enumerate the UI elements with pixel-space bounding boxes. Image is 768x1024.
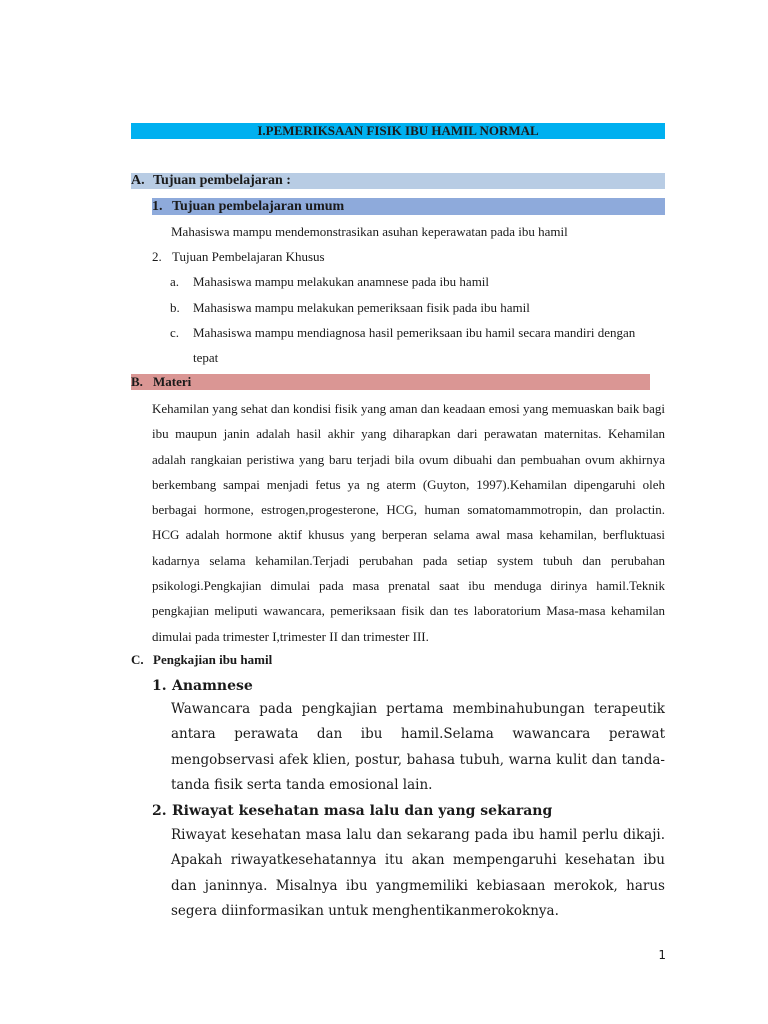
section-b-title: Materi	[153, 374, 192, 389]
section-a-item2-title: Tujuan Pembelajaran Khusus	[172, 249, 325, 264]
section-a-marker: A.	[131, 173, 145, 188]
section-a-heading	[131, 173, 665, 189]
subitem-b-marker: b.	[170, 300, 180, 315]
subitem-a-marker: a.	[170, 274, 180, 289]
section-a-item2-marker: 2.	[152, 249, 162, 264]
section-b-paragraph: Kehamilan yang sehat dan kondisi fisik yang aman dan keadaan emosi yang memuaskan baik bagi ibu maupun janin adalah hasil akhir yang diharapkan dari perawatan maternitas. Kehamilan adalah rangkaian peristiwa yang baru terjadi bila ovum dibuahi dan pembuahan ovum akhirnya berkembang sampai menjadi fetus ya ng aterm (Guyton, 1997).Kehamilan dipengaruhi oleh berbagai hormone, estrogen,progesterone, HCG, human somatomammotropin, dan prolactin. HCG adalah hormone aktif khusus yang berperan selama awal masa kehamilan, berfluktuasi kadarnya selama kehamilan.Terjadi perubahan pada setiap system tubuh dan perubahan psikologi.Pengkajian dimulai pada masa prenatal saat ibu menduga dirinya hamil.Teknik pengkajian meliputi wawancara, pemeriksaan fisik dan tes laboratorium Masa-masa kehamilan dimulai pada trimester I,trimester II dan trimester III.	[152, 401, 665, 644]
section-c-item2-marker: 2.	[152, 803, 167, 819]
section-b-marker: B.	[131, 374, 143, 389]
section-c-item2-heading	[152, 803, 552, 819]
section-c-item1-heading	[152, 678, 253, 694]
section-c-item2-title: Riwayat kesehatan masa lalu dan yang sekarang	[172, 803, 553, 819]
section-a-item2-heading	[152, 249, 325, 265]
subitem-c-marker: c.	[170, 325, 180, 340]
subitem-c-text: Mahasiswa mampu mendiagnosa hasil pemeriksaan ibu hamil secara mandiri dengan	[193, 325, 636, 340]
section-c-heading	[131, 652, 665, 668]
section-c-marker: C.	[131, 652, 144, 667]
subitem-a-text: Mahasiswa mampu melakukan anamnese pada ibu hamil	[193, 274, 490, 289]
section-c-item1-title: Anamnese	[172, 678, 253, 694]
page-number: 1	[658, 948, 666, 962]
document-title: I.PEMERIKSAAN FISIK IBU HAMIL NORMAL	[131, 123, 665, 139]
section-c-item1-marker: 1.	[152, 678, 167, 694]
section-c-title: Pengkajian ibu hamil	[153, 652, 273, 667]
section-b-heading	[131, 374, 650, 390]
section-a-item1-text: Mahasiswa mampu mendemonstrasikan asuhan keperawatan pada ibu hamil	[171, 224, 568, 239]
section-a-item1-heading	[152, 198, 665, 215]
section-c-item1-paragraph: Wawancara pada pengkajian pertama membinahubungan terapeutik antara perawata dan ibu hamil.Selama wawancara perawat mengobservasi afek klien, postur, bahasa tubuh, warna kulit dan tanda-tanda fisik serta tanda emosional lain.	[171, 701, 665, 793]
subitem-b-text: Mahasiswa mampu melakukan pemeriksaan fisik pada ibu hamil	[193, 300, 530, 315]
section-a-title: Tujuan pembelajaran :	[153, 173, 291, 188]
section-a-item1-marker: 1.	[152, 199, 163, 214]
section-a-item1-title: Tujuan pembelajaran umum	[172, 199, 345, 214]
subitem-c-continuation: tepat	[193, 350, 219, 365]
section-c-item2-paragraph: Riwayat kesehatan masa lalu dan sekarang pada ibu hamil perlu dikaji. Apakah riwayatkesehatannya itu akan mempengaruhi kesehatan ibu dan janinnya. Misalnya ibu yangmemiliki kebiasaan merokok, harus segera diinformasikan untuk menghentikanmerokoknya.	[171, 827, 665, 919]
